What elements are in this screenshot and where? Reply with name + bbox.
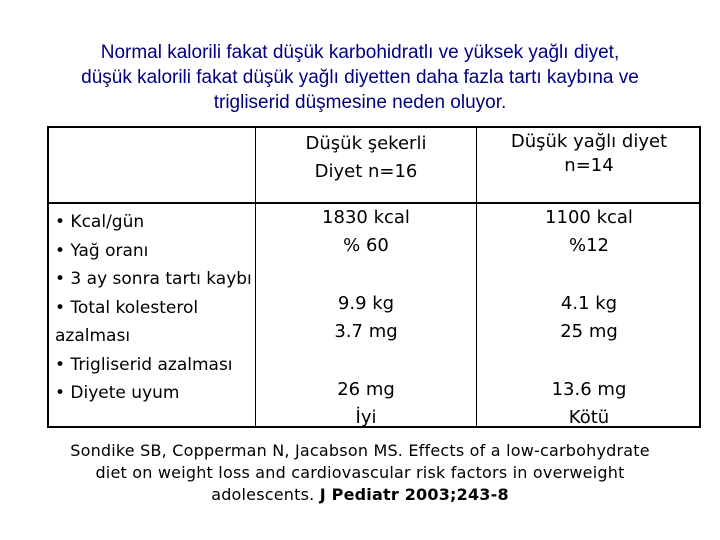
slide-title [30,40,690,115]
journal-name: J Pediatr 2003;243-8 [319,485,509,504]
list-item: • Yağ oranı [55,240,149,261]
list-item: • 3 ay sonra tartı kaybı [55,269,252,289]
reference-line-2: diet on weight loss and cardiovascular risk factors in overweight [95,463,625,482]
title-line-3: trigliserid düşmesine neden oluyor. [213,92,507,113]
list-item: • Trigliserid azalması [55,354,233,375]
list-item: • Kcal/gün [55,212,145,232]
reference-line-1: Sondike SB, Copperman N, Jacabson MS. Effects of a low-carbohydrate [70,441,650,460]
low-carb-tg-adherence: 26 mg İyi [337,379,395,428]
low-fat-kcal-fat: 1100 kcal %12 [545,207,633,256]
comparison-table [47,126,701,428]
list-item: • Total kolesterol azalması [55,297,199,346]
reference-prefix: adolescents. [211,485,315,504]
list-item: • Diyete uyum [55,383,180,403]
title-line-1: Normal kalorili fakat düşük karbohidratlı ve yüksek yağlı diyet, [100,42,620,63]
header-low-fat: Düşük yağlı diyet n=14 [510,131,668,176]
low-carb-weight-chol: 9.9 kg 3.7 mg [334,293,398,342]
parameter-list [55,208,260,408]
reference-line-3 [20,484,700,506]
title-line-2: düşük kalorili fakat düşük yağlı diyetten daha fazla tartı kaybına ve [81,67,639,88]
reference-citation [20,440,700,506]
header-low-carb: Düşük şekerli Diyet n=16 [305,133,427,182]
low-fat-weight-chol: 4.1 kg 25 mg [560,293,618,342]
low-carb-kcal-fat: 1830 kcal % 60 [322,207,410,256]
low-fat-tg-adherence: 13.6 mg Kötü [551,379,627,428]
